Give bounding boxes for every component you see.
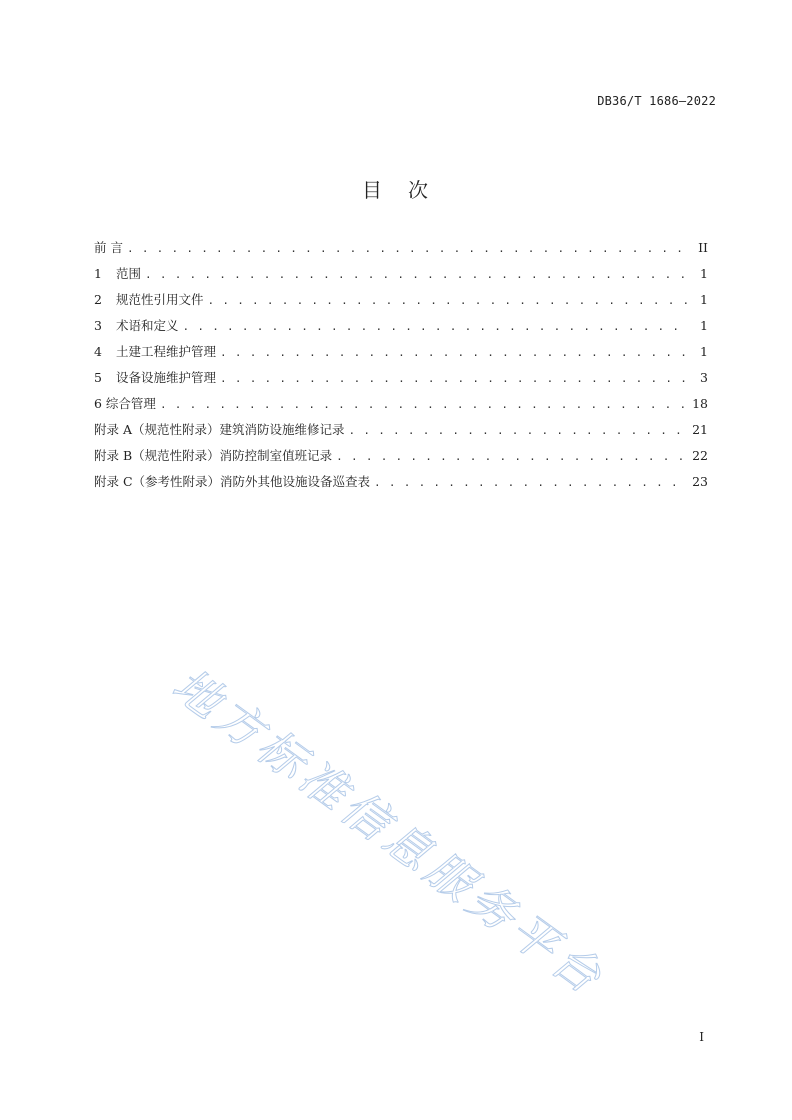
toc-dot-leader <box>220 372 688 385</box>
toc-entry-page: 1 <box>700 344 708 359</box>
toc-entry-general-management[interactable] <box>94 394 708 420</box>
toc-entry-appendix-b[interactable] <box>94 446 708 472</box>
toc-entry-terms[interactable] <box>94 316 708 342</box>
toc-dot-leader <box>208 294 688 307</box>
toc-entry-label: 前 言 <box>94 240 123 255</box>
toc-dot-leader <box>127 242 688 255</box>
toc-dot-leader <box>183 320 688 333</box>
toc-entry-label: 范围 <box>116 266 142 281</box>
toc-entry-equipment-maintenance[interactable] <box>94 368 708 394</box>
document-code: DB36/T 1686—2022 <box>597 94 716 108</box>
toc-entry-label: 设备设施维护管理 <box>116 370 217 385</box>
toc-entry-label: 附录 C（参考性附录）消防外其他设施设备巡查表 <box>94 474 371 489</box>
toc-entry-normative-references[interactable] <box>94 290 708 316</box>
footer-page-number: I <box>699 1030 704 1044</box>
toc-dot-leader <box>145 268 688 281</box>
title-char-2: 次 <box>408 178 430 202</box>
toc-entry-scope[interactable] <box>94 264 708 290</box>
toc-entry-number: 3 <box>94 318 102 333</box>
toc-entry-number: 4 <box>94 344 102 359</box>
toc-entry-label: 土建工程维护管理 <box>116 344 217 359</box>
toc-entry-label: 附录 A（规范性附录）建筑消防设施维修记录 <box>94 422 345 437</box>
toc-entry-number: 1 <box>94 266 102 281</box>
toc-dot-leader <box>220 346 688 359</box>
toc-entry-number: 5 <box>94 370 102 385</box>
title-char-1: 目 <box>362 178 384 202</box>
toc-entry-label: 术语和定义 <box>116 318 179 333</box>
toc-dot-leader <box>160 398 688 411</box>
toc-entry-label: 规范性引用文件 <box>116 292 204 307</box>
toc-entry-page: 23 <box>692 474 708 489</box>
toc-entry-appendix-c[interactable] <box>94 472 708 498</box>
page-title <box>0 174 792 203</box>
toc-entry-page: II <box>698 240 708 255</box>
table-of-contents <box>94 238 708 498</box>
toc-entry-page: 18 <box>692 396 708 411</box>
toc-entry-page: 22 <box>692 448 708 463</box>
toc-entry-page: 1 <box>700 292 708 307</box>
toc-entry-page: 3 <box>700 370 708 385</box>
toc-entry-page: 1 <box>700 266 708 281</box>
toc-entry-label: 6 综合管理 <box>94 396 156 411</box>
toc-entry-page: 21 <box>692 422 708 437</box>
toc-dot-leader <box>349 424 688 437</box>
toc-entry-civil-maintenance[interactable] <box>94 342 708 368</box>
toc-dot-leader <box>374 476 688 489</box>
toc-entry-page: 1 <box>700 318 708 333</box>
toc-entry-appendix-a[interactable] <box>94 420 708 446</box>
toc-entry-label: 附录 B（规范性附录）消防控制室值班记录 <box>94 448 333 463</box>
watermark: 地方标准信息服务平台 <box>162 657 616 1007</box>
toc-entry-number: 2 <box>94 292 102 307</box>
toc-dot-leader <box>336 450 688 463</box>
toc-entry-foreword[interactable] <box>94 238 708 264</box>
